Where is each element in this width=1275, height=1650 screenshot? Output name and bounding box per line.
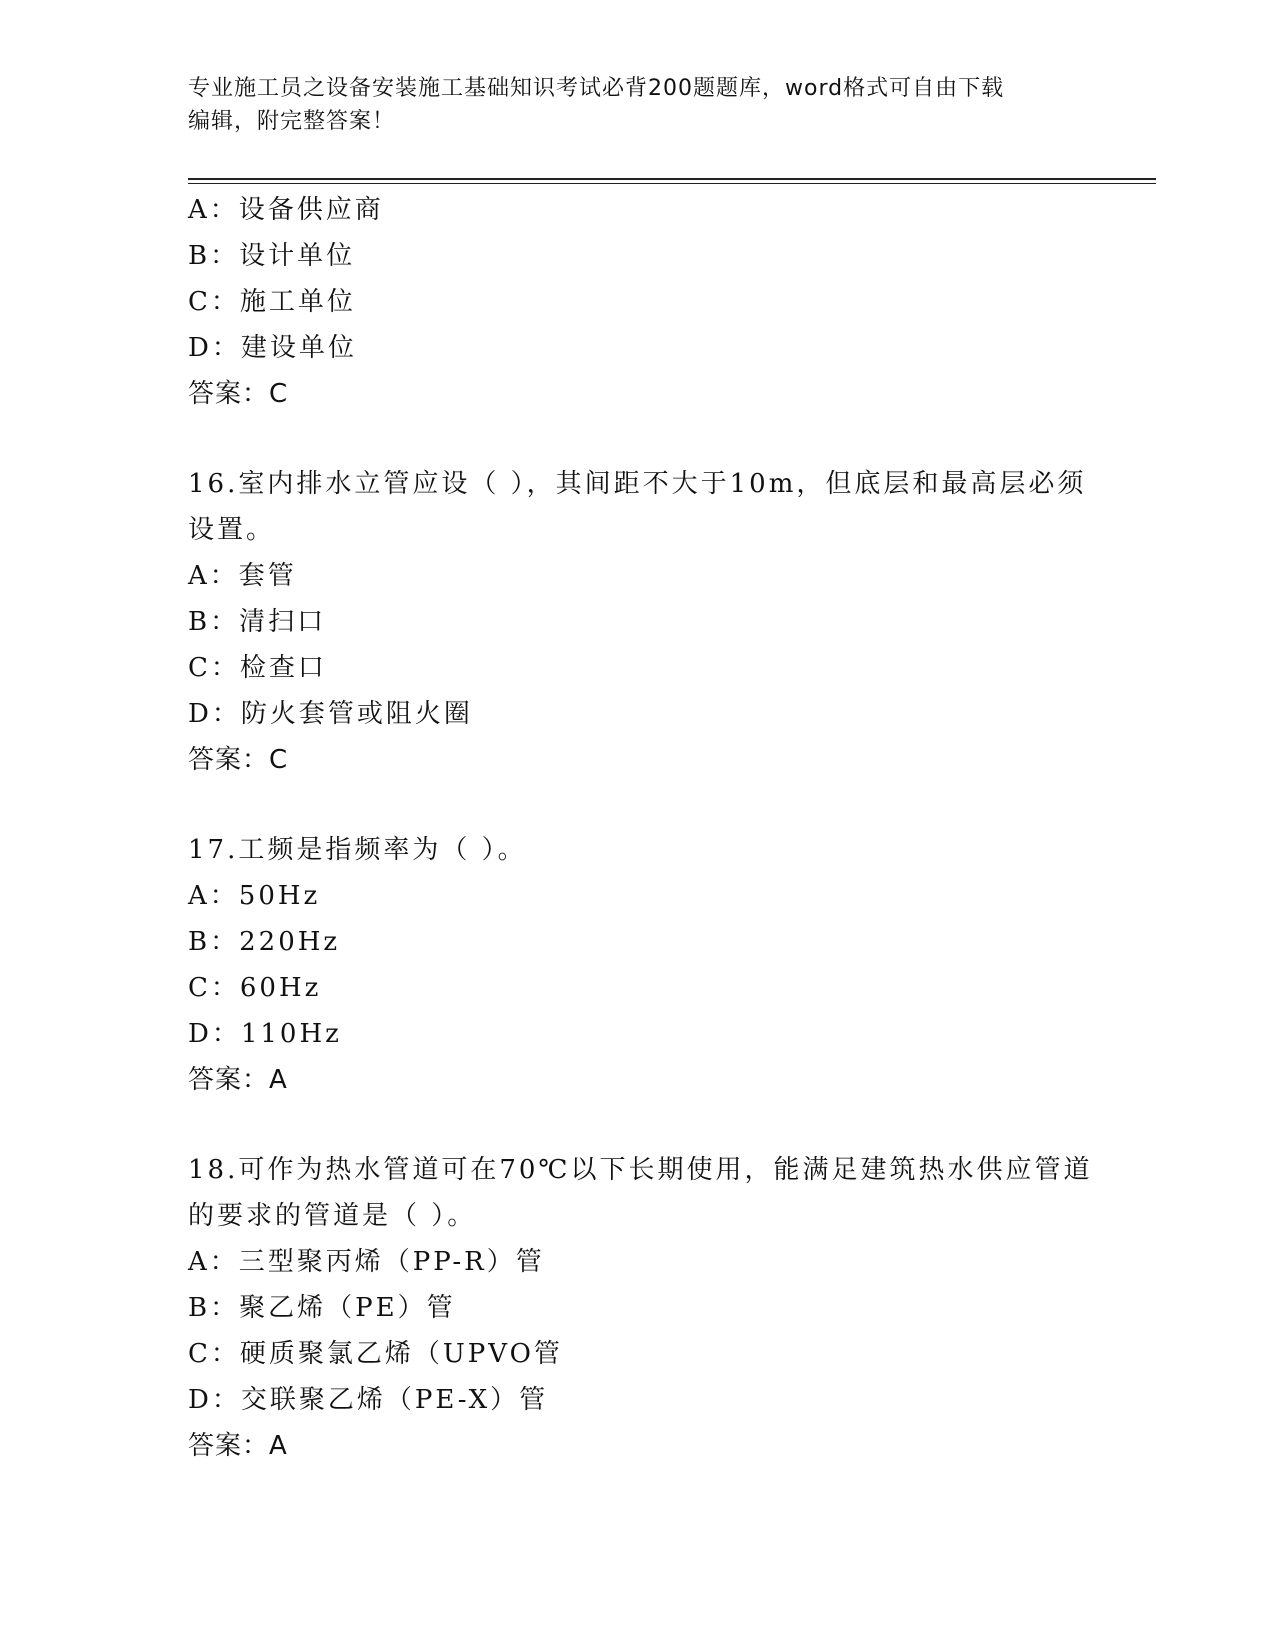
question-stem-line-2: 设置。 (188, 515, 276, 545)
question-18 (188, 1147, 1093, 1469)
option-d: D：110Hz (188, 1019, 342, 1049)
option-b: B：设计单位 (188, 241, 356, 271)
option-a: A：套管 (188, 561, 297, 591)
answer-label: 答案：A (188, 1065, 288, 1095)
question-list (188, 187, 1093, 1469)
answer-label: 答案：A (188, 1431, 288, 1461)
option-c: C：检查口 (188, 653, 327, 683)
option-b: B：220Hz (188, 927, 341, 957)
option-a: A：50Hz (188, 881, 321, 911)
option-c: C：硬质聚氯乙烯（UPVO管 (188, 1339, 563, 1369)
answer-label: 答案：C (188, 379, 289, 409)
option-d: D：防火套管或阻火圈 (188, 699, 473, 729)
option-a: A：三型聚丙烯（PP-R）管 (188, 1247, 545, 1277)
document-header (188, 72, 1088, 138)
question-16 (188, 461, 1088, 783)
answer-label: 答案：C (188, 745, 289, 775)
header-line-2: 编辑，附完整答案！ (188, 109, 396, 134)
question-stem-line-1: 18.可作为热水管道可在70℃以下长期使用，能满足建筑热水供应管道 (188, 1155, 1093, 1185)
question-stem-line-1: 16.室内排水立管应设（ ），其间距不大于10m，但底层和最高层必须 (188, 469, 1087, 499)
header-line-1: 专业施工员之设备安装施工基础知识考试必背200题题库，word格式可自由下载 (188, 76, 1005, 101)
question-stem-line-1: 17.工频是指频率为（ ）。 (188, 835, 527, 865)
option-d: D：交联聚乙烯（PE-X）管 (188, 1385, 549, 1415)
question-17 (188, 827, 1088, 1103)
option-c: C：60Hz (188, 973, 322, 1003)
option-b: B：聚乙烯（PE）管 (188, 1293, 456, 1323)
question-stem-line-2: 的要求的管道是（ ）。 (188, 1201, 477, 1231)
header-divider-thin (188, 183, 1156, 184)
option-c: C：施工单位 (188, 287, 356, 317)
question-15 (188, 187, 1088, 417)
option-b: B：清扫口 (188, 607, 327, 637)
header-divider-thick (188, 178, 1156, 180)
option-a: A：设备供应商 (188, 195, 384, 225)
option-d: D：建设单位 (188, 333, 357, 363)
